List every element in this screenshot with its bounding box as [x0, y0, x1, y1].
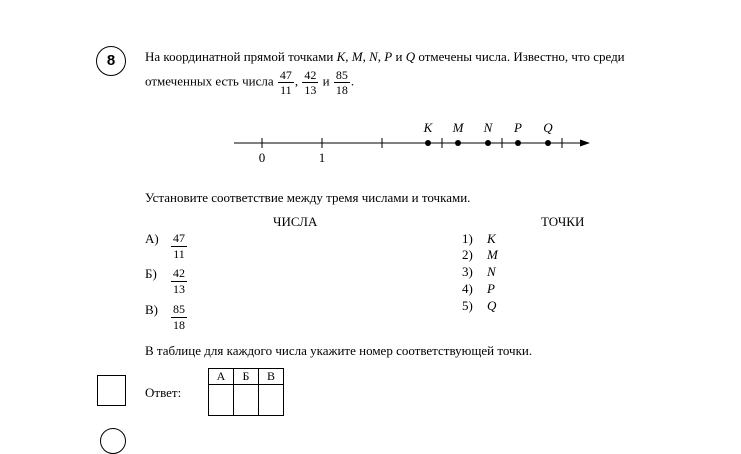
answer-cell-a[interactable]: [209, 385, 234, 416]
score-box: [97, 375, 126, 406]
tick-label-0: 0: [258, 150, 266, 165]
point-label-P: P: [514, 120, 522, 135]
point-option-5: 5) Q: [462, 298, 497, 313]
fraction-85-18: $\frac{85}{18}$: [335, 68, 348, 97]
axis-arrow: [580, 140, 590, 147]
point-Q: [545, 140, 551, 146]
point-label-Q: Q: [543, 120, 553, 135]
next-task-badge: [100, 428, 126, 454]
task-text-end: отмечены числа. Известно, что среди: [418, 49, 625, 64]
fraction-42-13: $\frac{42}{13}$: [304, 68, 317, 97]
point-option-3: 3) N: [462, 264, 496, 279]
fraction-47-11: $\frac{47}{11}$: [279, 68, 292, 97]
point-label-M: M: [452, 120, 464, 135]
table-instruction: В таблице для каждого числа укажите номер соответствующей точки.: [145, 343, 533, 358]
answer-label: Ответ:: [145, 385, 182, 400]
point-M: [455, 140, 461, 146]
point-option-1: 1) K: [462, 231, 496, 246]
task-line-1: На координатной прямой точками K, M, N, P и Q отмечены числа. Известно, что среди: [145, 49, 625, 64]
answer-header-b: Б: [234, 369, 259, 385]
conj-and-2: и: [322, 73, 330, 89]
task-text-2: отмеченных есть числа: [145, 73, 274, 89]
task-line-2: отмеченных есть числа $\frac{47}{11}$ , $\frac{42}{13}$ и $\frac{85}{18}$ .: [145, 68, 355, 97]
point-option-4: 4) P: [462, 281, 495, 296]
number-option-b: Б) $\frac{42}{13}$: [145, 266, 185, 296]
number-line: [230, 115, 600, 170]
point-label-N: N: [483, 120, 493, 135]
tick-label-1: 1: [318, 150, 326, 165]
answer-table: [208, 368, 284, 416]
number-option-c: В) $\frac{85}{18}$: [145, 302, 185, 332]
conj-and: и: [395, 49, 403, 64]
point-M-inline: M: [351, 49, 363, 64]
task-number-badge: 8: [96, 46, 126, 76]
answer-cell-b[interactable]: [234, 385, 259, 416]
point-Q-inline: Q: [405, 49, 416, 64]
point-P: [515, 140, 521, 146]
point-N-inline: N: [369, 49, 378, 64]
instruction: Установите соответствие между тремя числами и точками.: [145, 190, 471, 205]
point-N: [485, 140, 491, 146]
numbers-header: ЧИСЛА: [273, 214, 318, 229]
answer-cell-c[interactable]: [259, 385, 284, 416]
answer-header-c: В: [259, 369, 284, 385]
point-P-inline: P: [384, 49, 393, 64]
points-header: ТОЧКИ: [541, 214, 585, 229]
point-K-inline: K: [336, 49, 346, 64]
point-option-2: 2) M: [462, 247, 498, 262]
point-label-K: K: [423, 120, 433, 135]
point-K: [425, 140, 431, 146]
answer-header-a: А: [209, 369, 234, 385]
task-text-start: На координатной прямой точками: [145, 49, 334, 64]
number-option-a: А) $\frac{47}{11}$: [145, 231, 185, 261]
